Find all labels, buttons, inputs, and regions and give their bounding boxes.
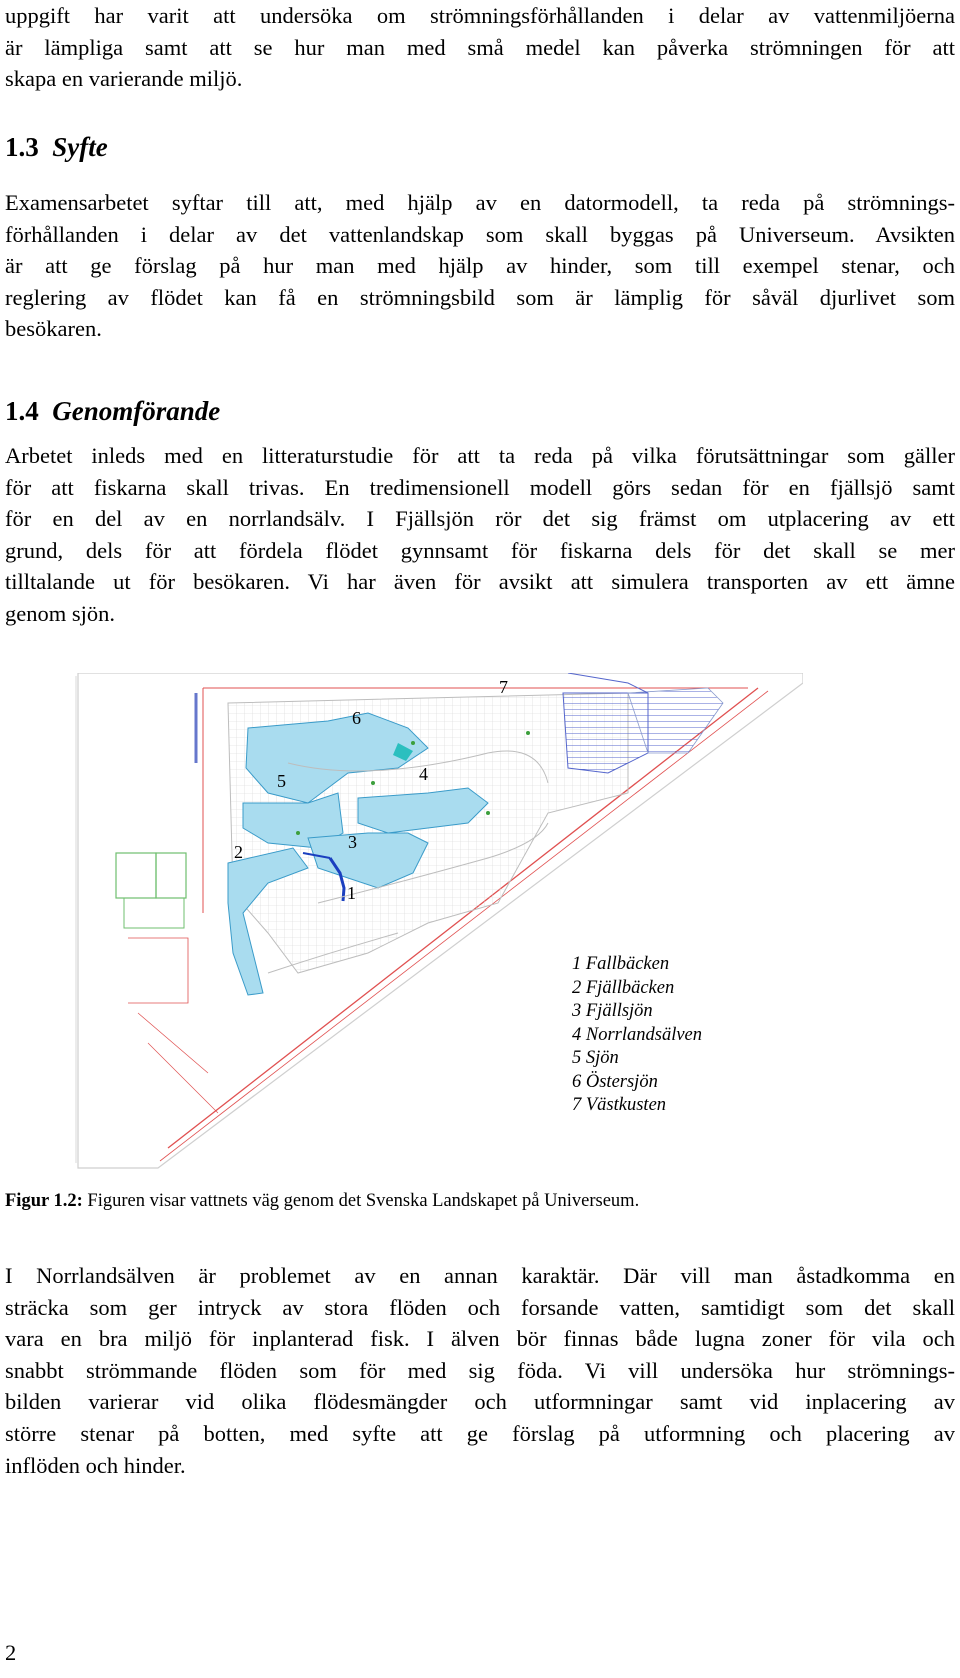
map-label-5: 5 [277, 771, 286, 791]
text-line: sträcka som ger intryck av stora flöden och forsande vatten, samtidigt som det skall [5, 1294, 955, 1320]
red-outline [128, 938, 188, 1003]
text-line: grund, dels för att fördela flödet gynnsamt för fiskarna dels för det skall se mer [5, 537, 955, 563]
text-line: bilden varierar vid olika flödesmängder och utformningar samt vid inplacering av [5, 1389, 955, 1415]
text-line: I Norrlandsälven är problemet av en annan karaktär. Där vill man åstadkomma en [5, 1263, 955, 1288]
text-line: är lämpliga samt att se hur man med små medel kan påverka strömningen för att [5, 34, 955, 60]
section-title: Syfte [52, 132, 108, 162]
section-heading-genomforande [5, 394, 220, 428]
legend-item: 5 Sjön [572, 1048, 619, 1068]
tree-dot [526, 731, 530, 735]
text-line: för att fiskarna skall trivas. En tredimensionell modell görs sedan för en fjällsjö samt [5, 474, 955, 500]
legend-item: 2 Fjällbäcken [572, 977, 675, 998]
green-plot [116, 853, 156, 898]
text-line: snabbt strömmande flöden som för med sig föda. Vi vill undersöka hur strömnings- [5, 1357, 955, 1383]
tree-dot [486, 811, 490, 815]
legend-item: 1 Fallbäcken [572, 954, 670, 974]
red-diagonal [138, 1013, 218, 1113]
text-line: tilltalande ut för besökaren. Vi har även för avsikt att simulera transporten av ett ämne [5, 569, 955, 595]
closing-paragraph [5, 1260, 955, 1481]
green-plot [124, 898, 184, 928]
tree-dot [371, 781, 375, 785]
text-line: Examensarbetet syftar till att, med hjälp av en datormodell, ta reda på strömnings- [5, 190, 955, 215]
legend-item: 7 Västkusten [572, 1095, 667, 1115]
map-label-7: 7 [499, 677, 508, 697]
legend-item: 6 Östersjön [572, 1071, 658, 1092]
text-line: är att ge förslag på hur man med hjälp av hinder, som till exempel stenar, och [5, 253, 955, 279]
section-number: 1.4 [5, 396, 39, 426]
text-line: förhållanden i delar av det vattenlandskap som skall byggas på Universeum. Avsikten [5, 221, 955, 247]
section-number: 1.3 [5, 132, 39, 162]
genomforande-paragraph [5, 440, 955, 630]
syfte-paragraph [5, 187, 955, 345]
text-line: vara en bra miljö för inplanterad fisk. I älven bör finnas både lugna zoner för vila och [5, 1326, 955, 1352]
map-label-6: 6 [352, 708, 361, 728]
section-heading-syfte [5, 130, 108, 164]
text-line: större stenar på botten, med syfte att ge förslag på utformning och placering av [5, 1420, 955, 1446]
legend-item: 3 Fjällsjön [572, 1001, 653, 1021]
map-label-3: 3 [348, 832, 357, 852]
text-line: genom sjön. [5, 600, 115, 626]
map-label-4: 4 [419, 764, 428, 784]
coast-outline [568, 673, 648, 693]
figure-legend [572, 953, 702, 1118]
caption-text: Figuren visar vattnets väg genom det Svenska Landskapet på Universeum. [82, 1191, 640, 1211]
intro-paragraph [5, 0, 955, 95]
text-line: uppgift har varit att undersöka om strömningsförhållanden i delar av vattenmiljöerna [5, 3, 955, 28]
text-line: inflöden och hinder. [5, 1452, 186, 1478]
tree-dot [296, 831, 300, 835]
text-line: reglering av flödet kan få en strömningsbild som är lämplig för såväl djurlivet som [5, 284, 955, 310]
text-line: för en del av en norrlandsälv. I Fjällsjön rör det sig främst om utplacering av ett [5, 506, 955, 532]
tree-dot [411, 741, 415, 745]
page-number: 2 [5, 1640, 17, 1665]
caption-label: Figur 1.2: [5, 1191, 83, 1211]
green-plot [156, 853, 186, 898]
section-title: Genomförande [52, 396, 221, 426]
text-line: besökaren. [5, 316, 102, 342]
figure-caption [5, 1191, 639, 1212]
map-label-2: 2 [234, 842, 243, 862]
text-line: Arbetet inleds med en litteraturstudie för att ta reda på vilka förutsättningar som gäller [5, 443, 955, 468]
text-line: skapa en varierande miljö. [5, 66, 243, 92]
legend-item: 4 Norrlandsälven [572, 1024, 703, 1045]
map-label-1: 1 [347, 883, 356, 903]
